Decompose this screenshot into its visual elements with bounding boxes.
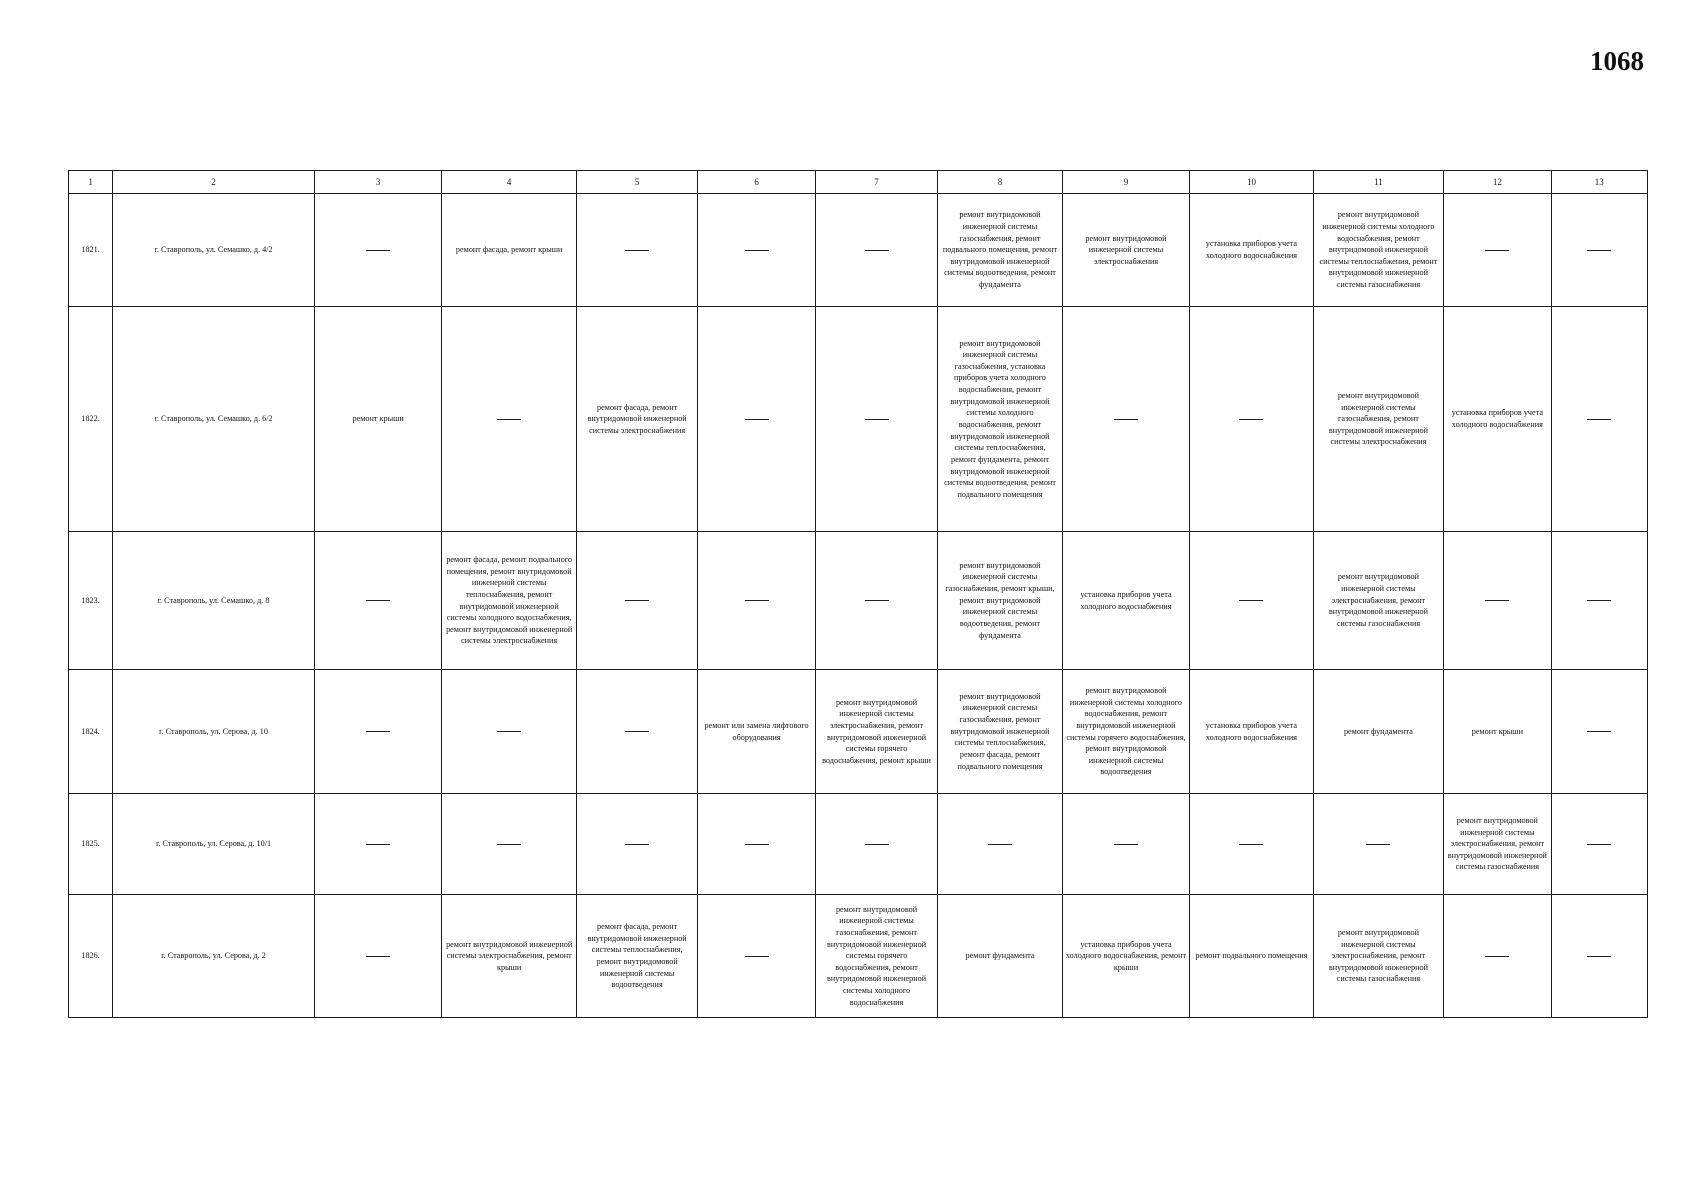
empty-dash-mark: [1114, 844, 1138, 845]
work-cell: ремонт внутридомовой инженерной системы холодного водоснабжения, ремонт внутридомовой инженерной системы горячего водоснабжения, ремонт внутридомовой инженерной системы водоотведения: [1062, 670, 1189, 794]
table-row: [69, 670, 1648, 794]
empty-dash-mark: [1587, 600, 1611, 601]
table-row: [69, 794, 1648, 895]
column-header: 4: [442, 171, 577, 194]
building-address: г. Ставрополь, ул. Семашко, д. 6/2: [113, 307, 315, 532]
repair-schedule-table-container: [68, 170, 1648, 1018]
column-header: 5: [576, 171, 697, 194]
work-cell: ремонт внутридомовой инженерной системы холодного водоснабжения, ремонт внутридомовой инженерной системы теплоснабжения, ремонт внутридомовой инженерной системы газоснабжения: [1313, 194, 1443, 307]
work-cell: [698, 307, 815, 532]
empty-dash-mark: [366, 731, 390, 732]
building-address: г. Ставрополь, ул. Серова, д. 10: [113, 670, 315, 794]
empty-dash-mark: [745, 250, 769, 251]
empty-dash-mark: [625, 600, 649, 601]
empty-dash-mark: [1485, 250, 1509, 251]
empty-dash-mark: [1485, 600, 1509, 601]
row-number: 1824.: [69, 670, 113, 794]
work-cell: ремонт фундамента: [938, 895, 1062, 1018]
work-cell: ремонт внутридомовой инженерной системы электроснабжения: [1062, 194, 1189, 307]
empty-dash-mark: [1485, 956, 1509, 957]
work-cell: [576, 794, 697, 895]
work-cell: [1062, 307, 1189, 532]
work-cell: ремонт внутридомовой инженерной системы электроснабжения, ремонт внутридомовой инженерной системы газоснабжения: [1313, 532, 1443, 670]
column-header: 3: [314, 171, 441, 194]
work-cell: [1551, 670, 1647, 794]
empty-dash-mark: [1239, 419, 1263, 420]
work-cell: [1190, 794, 1313, 895]
building-address: г. Ставрополь, ул. Серова, д. 2: [113, 895, 315, 1018]
empty-dash-mark: [745, 419, 769, 420]
work-cell: [1444, 532, 1551, 670]
empty-dash-mark: [366, 956, 390, 957]
building-address: г. Ставрополь, ул. Семашко, д. 8: [113, 532, 315, 670]
work-cell: ремонт фасада, ремонт подвального помещения, ремонт внутридомовой инженерной системы теплоснабжения, ремонт внутридомовой инженерной системы холодного водоснабжения, ремонт внутридомовой инженерной системы электроснабжения: [442, 532, 577, 670]
work-cell: [442, 307, 577, 532]
work-cell: [698, 532, 815, 670]
page-number: 1068: [1590, 46, 1644, 76]
work-cell: ремонт крыши: [1444, 670, 1551, 794]
empty-dash-mark: [745, 600, 769, 601]
building-address: г. Ставрополь, ул. Серова, д. 10/1: [113, 794, 315, 895]
work-cell: ремонт внутридомовой инженерной системы электроснабжения, ремонт внутридомовой инженерной системы горячего водоснабжения, ремонт крыши: [815, 670, 937, 794]
column-header: 7: [815, 171, 937, 194]
work-cell: [576, 670, 697, 794]
work-cell: [1551, 307, 1647, 532]
work-cell: [1444, 194, 1551, 307]
work-cell: [1313, 794, 1443, 895]
empty-dash-mark: [1366, 844, 1390, 845]
empty-dash-mark: [865, 419, 889, 420]
work-cell: ремонт крыши: [314, 307, 441, 532]
row-number: 1826.: [69, 895, 113, 1018]
work-cell: ремонт внутридомовой инженерной системы газоснабжения, установка приборов учета холодного водоснабжения, ремонт внутридомовой инженерной системы холодного водоснабжения, ремонт внутридомовой инженерной системы теплоснабжения, ремонт фундамента, ремонт внутридомовой инженерной системы водоотведения, ремонт подвального помещения: [938, 307, 1062, 532]
work-cell: ремонт подвального помещения: [1190, 895, 1313, 1018]
empty-dash-mark: [1114, 419, 1138, 420]
empty-dash-mark: [865, 600, 889, 601]
empty-dash-mark: [865, 844, 889, 845]
work-cell: ремонт фасада, ремонт внутридомовой инженерной системы теплоснабжения, ремонт внутридомовой инженерной системы водоотведения: [576, 895, 697, 1018]
work-cell: ремонт фундамента: [1313, 670, 1443, 794]
empty-dash-mark: [1587, 250, 1611, 251]
table-row: [69, 194, 1648, 307]
column-header: 1: [69, 171, 113, 194]
column-header: 9: [1062, 171, 1189, 194]
empty-dash-mark: [1587, 419, 1611, 420]
empty-dash-mark: [366, 844, 390, 845]
empty-dash-mark: [1587, 731, 1611, 732]
column-header: 6: [698, 171, 815, 194]
work-cell: ремонт фасада, ремонт внутридомовой инженерной системы электроснабжения: [576, 307, 697, 532]
empty-dash-mark: [366, 600, 390, 601]
work-cell: ремонт или замена лифтового оборудования: [698, 670, 815, 794]
work-cell: ремонт внутридомовой инженерной системы газоснабжения, ремонт внутридомовой инженерной системы электроснабжения: [1313, 307, 1443, 532]
empty-dash-mark: [625, 250, 649, 251]
work-cell: [1190, 307, 1313, 532]
work-cell: [314, 194, 441, 307]
work-cell: ремонт фасада, ремонт крыши: [442, 194, 577, 307]
work-cell: [314, 895, 441, 1018]
work-cell: установка приборов учета холодного водоснабжения: [1444, 307, 1551, 532]
row-number: 1823.: [69, 532, 113, 670]
empty-dash-mark: [497, 419, 521, 420]
table-row: [69, 895, 1648, 1018]
work-cell: [442, 670, 577, 794]
empty-dash-mark: [745, 956, 769, 957]
work-cell: ремонт внутридомовой инженерной системы газоснабжения, ремонт внутридомовой инженерной системы теплоснабжения, ремонт фасада, ремонт подвального помещения: [938, 670, 1062, 794]
work-cell: [576, 532, 697, 670]
work-cell: [1062, 794, 1189, 895]
work-cell: [815, 794, 937, 895]
work-cell: ремонт внутридомовой инженерной системы электроснабжения, ремонт крыши: [442, 895, 577, 1018]
work-cell: установка приборов учета холодного водоснабжения, ремонт крыши: [1062, 895, 1189, 1018]
work-cell: установка приборов учета холодного водоснабжения: [1062, 532, 1189, 670]
work-cell: [1551, 194, 1647, 307]
empty-dash-mark: [497, 731, 521, 732]
column-header: 13: [1551, 171, 1647, 194]
work-cell: [1551, 794, 1647, 895]
table-row: [69, 307, 1648, 532]
work-cell: [1190, 532, 1313, 670]
work-cell: [1551, 895, 1647, 1018]
empty-dash-mark: [988, 844, 1012, 845]
work-cell: ремонт внутридомовой инженерной системы газоснабжения, ремонт крыши, ремонт внутридомовой инженерной системы водоотведения, ремонт фундамента: [938, 532, 1062, 670]
work-cell: [314, 670, 441, 794]
empty-dash-mark: [625, 731, 649, 732]
work-cell: [698, 794, 815, 895]
empty-dash-mark: [745, 844, 769, 845]
empty-dash-mark: [1587, 844, 1611, 845]
work-cell: [314, 794, 441, 895]
work-cell: [314, 532, 441, 670]
empty-dash-mark: [625, 844, 649, 845]
work-cell: [576, 194, 697, 307]
work-cell: ремонт внутридомовой инженерной системы газоснабжения, ремонт внутридомовой инженерной системы горячего водоснабжения, ремонт внутридомовой инженерной системы холодного водоснабжения: [815, 895, 937, 1018]
column-header: 2: [113, 171, 315, 194]
table-row: [69, 532, 1648, 670]
column-number-header-row: [69, 171, 1648, 194]
empty-dash-mark: [865, 250, 889, 251]
work-cell: [1444, 895, 1551, 1018]
work-cell: [698, 895, 815, 1018]
work-cell: [938, 794, 1062, 895]
work-cell: [442, 794, 577, 895]
empty-dash-mark: [1239, 844, 1263, 845]
column-header: 12: [1444, 171, 1551, 194]
work-cell: [698, 194, 815, 307]
empty-dash-mark: [1587, 956, 1611, 957]
work-cell: ремонт внутридомовой инженерной системы электроснабжения, ремонт внутридомовой инженерной системы газоснабжения: [1313, 895, 1443, 1018]
row-number: 1821.: [69, 194, 113, 307]
empty-dash-mark: [366, 250, 390, 251]
column-header: 11: [1313, 171, 1443, 194]
work-cell: [1551, 532, 1647, 670]
work-cell: [815, 307, 937, 532]
work-cell: установка приборов учета холодного водоснабжения: [1190, 194, 1313, 307]
work-cell: ремонт внутридомовой инженерной системы электроснабжения, ремонт внутридомовой инженерной системы газоснабжения: [1444, 794, 1551, 895]
column-header: 10: [1190, 171, 1313, 194]
work-cell: ремонт внутридомовой инженерной системы газоснабжения, ремонт подвального помещения, ремонт внутридомовой инженерной системы водоотведения, ремонт фундамента: [938, 194, 1062, 307]
work-cell: [815, 532, 937, 670]
empty-dash-mark: [497, 844, 521, 845]
row-number: 1825.: [69, 794, 113, 895]
work-cell: [815, 194, 937, 307]
repair-schedule-table: [68, 170, 1648, 1018]
building-address: г. Ставрополь, ул. Семашко, д. 4/2: [113, 194, 315, 307]
row-number: 1822.: [69, 307, 113, 532]
work-cell: установка приборов учета холодного водоснабжения: [1190, 670, 1313, 794]
column-header: 8: [938, 171, 1062, 194]
empty-dash-mark: [1239, 600, 1263, 601]
